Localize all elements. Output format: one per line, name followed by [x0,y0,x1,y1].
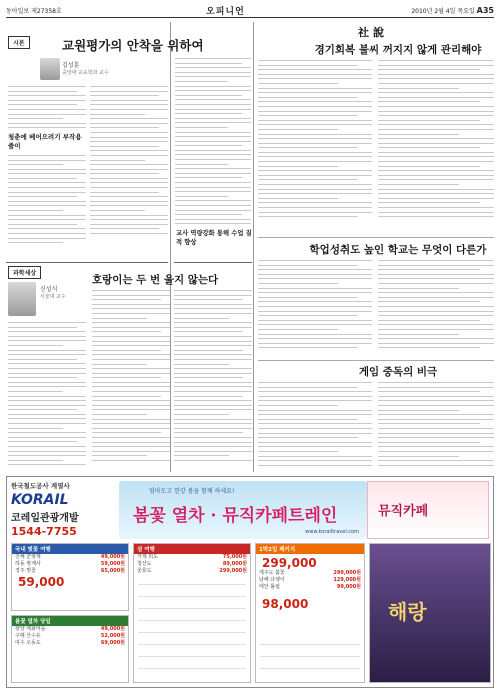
author-name: 신성식 [40,286,58,293]
subhead: 청춘에 베어으려기 부작용 줄이 [8,130,88,152]
ad-logo-area [11,481,117,539]
column-headline: 교원평가의 안착을 위하여 [62,38,204,53]
author-photo [40,58,60,80]
page-header [6,4,494,16]
card-row: 울릉도 299,000원 [137,568,247,574]
column-headline: 호랑이는 두 번 울지 않는다 [92,274,219,286]
ad-product-card[interactable] [255,543,365,683]
korail-logo: KORAIL [11,492,69,508]
card-title: 국내 벚꽃 여행 [12,544,128,554]
article-body [378,260,494,356]
article-body [378,382,494,472]
card-row: 진해 군항제 49,000원 [15,554,125,560]
right-image-title: 뮤직카페 [378,504,429,519]
column-divider [170,22,171,472]
ad-banner[interactable] [119,481,367,539]
editorial-tag: 社說 [358,26,388,39]
section-divider [174,262,252,263]
ad-right-image[interactable] [367,481,489,539]
ad-train-photo[interactable] [369,543,491,683]
ad-product-card[interactable] [133,543,251,683]
article-body [258,260,372,356]
article-body [8,322,86,470]
ad-product-card[interactable] [11,543,129,611]
column-tag: 시론 [8,36,30,49]
card-row: 구례 산수유 52,000원 [15,633,125,639]
editorial-headline-2: 학업성취도 높인 학교는 무엇이 다른가 [309,244,487,256]
newspaper-name: 동아일보 제27358호 [6,8,62,15]
column-tag: 과학세상 [8,266,41,279]
card-row: 제주도 봄꽃 299,000원 [259,570,361,576]
page-date: 2010년 2월 4일 목요일 A35 [411,6,494,15]
editorial-headline-1: 경기회복 불씨 꺼지지 않게 관리해야 [314,44,482,56]
ad-product-card[interactable] [11,615,129,683]
banner-subtitle: 엄마도고 한강 봄을 함께 하세요! [149,488,235,495]
card-row: 광양 매화마을 49,000원 [15,626,125,632]
article-body [258,382,372,472]
ad-tagline: 한국철도공사 계열사 [11,482,70,490]
banner-url[interactable]: www.korailtravel.com [305,529,359,535]
card-row: 여수 오동도 69,000원 [15,640,125,646]
author-title: 서울대 교수 [40,294,66,300]
card-price: 98,000 [262,597,309,611]
article-body [258,60,372,230]
ad-phone[interactable]: 1544-7755 [11,525,77,538]
card-title: 1박2일 패키지 [256,544,364,554]
author-photo [8,282,36,316]
card-row: 남해 다랭이 129,000원 [259,577,361,583]
article-body [8,86,86,266]
card-title: 섬 여행 [134,544,250,554]
article-body [92,290,170,470]
section-divider [258,237,494,238]
card-price: 299,000 [262,556,317,570]
card-row: 태안 튤립 99,000원 [259,584,361,590]
column-divider [253,22,254,472]
header-rule [6,17,494,18]
advertisement[interactable] [6,476,494,688]
ad-company: 코레일관광개발 [11,513,79,524]
article-body [175,58,251,228]
editorial-headline-3: 게임 중독의 비극 [358,366,438,378]
card-row: 거제 외도 75,000원 [137,554,247,560]
card-row: 청산도 89,000원 [137,561,247,567]
author-name: 김성훈 [62,62,80,69]
section-divider [258,360,494,361]
card-row: 경주 벚꽃 65,000원 [15,568,125,574]
card-row: 하동 쌍계사 59,000원 [15,561,125,567]
subhead: 교사 역량강화 통해 수업 질적 향상 [176,226,252,248]
article-body [174,290,252,470]
card-price: 59,000 [18,575,65,589]
ad-product-grid [11,543,491,685]
section-title: 오피니언 [206,7,245,17]
article-body [378,60,494,230]
section-divider [6,262,168,263]
banner-title: 봄꽃 열차 · 뮤직카페트레인 [133,506,338,526]
article-body [90,86,168,256]
card-title: 봄꽃 열차 당일 [12,616,128,626]
haerang-title: 해랑 [388,600,427,624]
author-title: 중앙대 교육학과 교수 [62,70,109,76]
